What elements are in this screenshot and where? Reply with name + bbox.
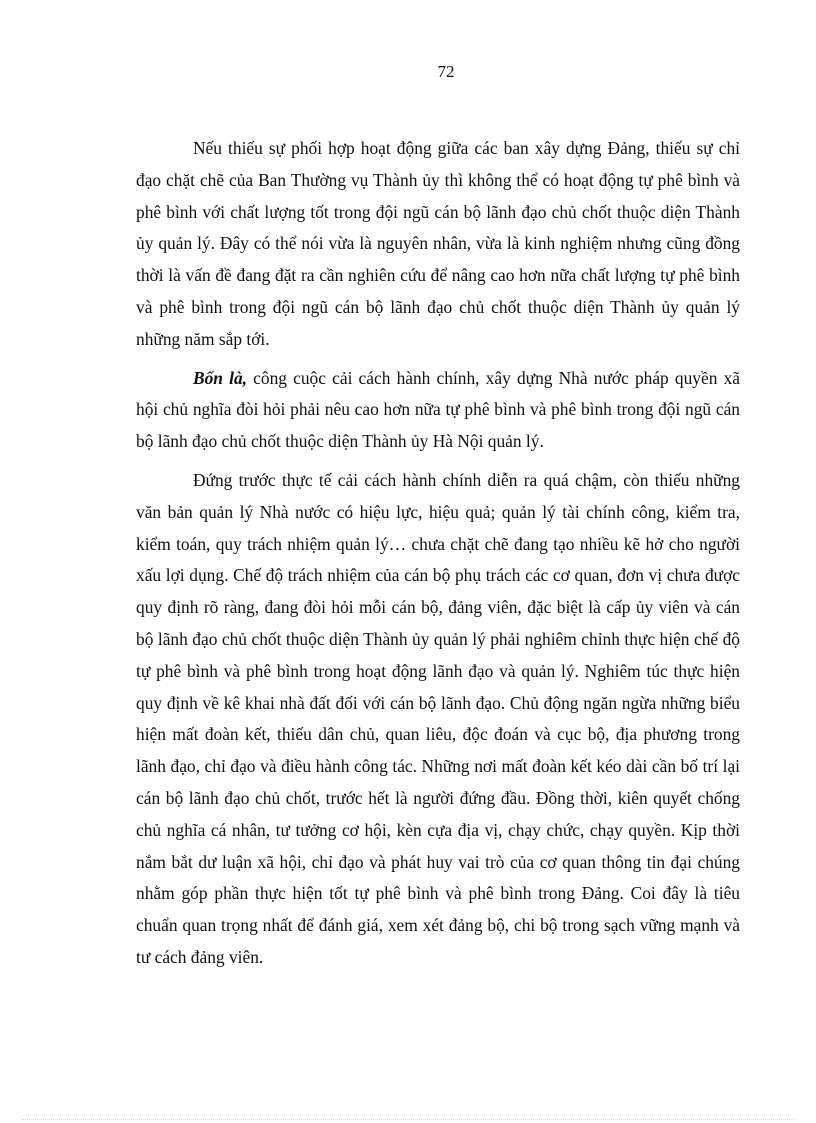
page-bottom-border xyxy=(22,1119,794,1120)
paragraph-1-text: Nếu thiếu sự phối hợp hoạt động giữa các ban xây dựng Đảng, thiếu sự chỉ đạo chặt chẽ của Ban Thường vụ Thành ủy thì không thể có hoạt động tự phê bình và phê bình với chất lượng tốt trong đội ngũ cán bộ lãnh đạo chủ chốt thuộc diện Thành ủy quản lý. Đây có thể nói vừa là nguyên nhân, vừa là kinh nghiệm nhưng cũng đồng thời là vấn đề đang đặt ra cần nghiên cứu để nâng cao hơn nữa chất lượng tự phê bình và phê bình trong đội ngũ cán bộ lãnh đạo chủ chốt thuộc diện Thành ủy quản lý những năm sắp tới. xyxy=(136,138,740,349)
document-body xyxy=(136,133,740,981)
paragraph-2 xyxy=(136,363,740,458)
paragraph-3-text: Đứng trước thực tế cải cách hành chính diễn ra quá chậm, còn thiếu những văn bản quản lý Nhà nước có hiệu lực, hiệu quả; quản lý tài chính công, kiểm tra, kiểm toán, quy trách nhiệm quản lý… chưa chặt chẽ đang tạo nhiều kẽ hở cho người xấu lợi dụng. Chế độ trách nhiệm của cán bộ phụ trách các cơ quan, đơn vị chưa được quy định rõ ràng, đang đòi hỏi mỗi cán bộ, đảng viên, đặc biệt là cấp ủy viên và cán bộ lãnh đạo chủ chốt thuộc diện Thành ủy quản lý phải nghiêm chỉnh thực hiện chế độ tự phê bình và phê bình trong hoạt động lãnh đạo và quản lý. Nghiêm túc thực hiện quy định về kê khai nhà đất đối với cán bộ lãnh đạo. Chủ động ngăn ngừa những biểu hiện mất đoàn kết, thiếu dân chủ, quan liêu, độc đoán và cục bộ, địa phương trong lãnh đạo, chỉ đạo và điều hành công tác. Những nơi mất đoàn kết kéo dài cần bố trí lại cán bộ lãnh đạo chủ chốt, trước hết là người đứng đầu. Đồng thời, kiên quyết chống chủ nghĩa cá nhân, tư tưởng cơ hội, kèn cựa địa vị, chạy chức, chạy quyền. Kịp thời nắm bắt dư luận xã hội, chỉ đạo và phát huy vai trò của cơ quan thông tin đại chúng nhằm góp phần thực hiện tốt tự phê bình và phê bình trong Đảng. Coi đây là tiêu chuẩn quan trọng nhất để đánh giá, xem xét đảng bộ, chi bộ trong sạch vững mạnh và tư cách đảng viên. xyxy=(136,469,740,967)
paragraph-1 xyxy=(136,133,740,356)
page-number: 72 xyxy=(437,62,455,81)
paragraph-2-text: công cuộc cải cách hành chính, xây dựng Nhà nước pháp quyền xã hội chủ nghĩa đòi hỏi phải nêu cao hơn nữa tự phê bình và phê bình trong đội ngũ cán bộ lãnh đạo chủ chốt thuộc diện Thành ủy Hà Nội quản lý. xyxy=(136,367,740,452)
paragraph-2-lead: Bốn là, xyxy=(193,367,248,388)
paragraph-3 xyxy=(136,465,740,974)
